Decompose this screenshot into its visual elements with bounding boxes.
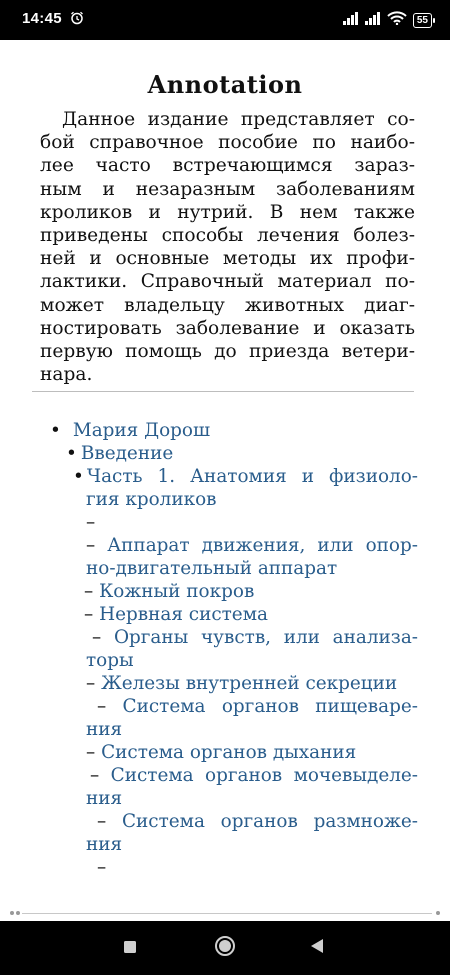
toc-item-senses[interactable] [92,627,418,650]
page-title: Annotation [147,70,303,99]
battery-indicator: 55 [413,13,432,28]
annotation-line: ным и незаразным заболеваниям [40,178,415,200]
reader-page[interactable] [0,40,450,910]
toc-item-digestive-cont[interactable] [86,719,122,742]
dash: – [84,604,94,625]
toc-link-text: Система органов мочевыделе- [110,765,418,786]
back-button[interactable] [287,921,347,975]
toc-link-text: Органы чувств, или анализа- [113,627,418,648]
toc-link[interactable] [90,765,418,788]
annotation-line: ней и основные методы их профи- [40,248,415,270]
dash: – [84,581,94,602]
dash: – [90,765,100,786]
toc-item-empty [86,512,95,535]
signal-icon [343,12,359,30]
annotation-line: лактики. Справочный материал по- [40,271,415,293]
progress-marker [16,911,20,915]
annotation-line: приведены способы лечения болез- [40,225,415,247]
annotation-line: бой справочное пособие по наибо- [40,132,415,154]
toc-link[interactable] [86,535,418,558]
annotation-text [40,108,415,386]
toc-link[interactable] [97,811,418,834]
toc-link[interactable] [92,627,418,650]
bullet: • [73,466,84,487]
bullet: • [50,420,61,441]
toc-item-endocrine[interactable] [86,673,397,696]
toc-item-intro[interactable] [66,443,173,466]
toc-item-part1-cont[interactable] [86,489,217,512]
toc-item-empty [97,857,106,880]
triangle-back-icon [309,938,325,958]
dash: – [97,811,107,832]
progress-track [22,913,432,914]
annotation-line: может владельцу животных диаг- [40,294,415,316]
dash: – [92,627,102,648]
signal-icon [365,12,381,30]
toc-item-senses-cont[interactable] [86,650,134,673]
toc-item-author[interactable] [50,420,210,443]
toc-item-reproductive[interactable] [97,811,418,834]
toc-link-text: Часть 1. Анатомия и физиоло- [86,466,418,487]
annotation-line: ностировать заболевание и оказать [40,317,415,339]
toc-link[interactable]: гия кроликов [86,489,217,510]
square-icon [123,939,137,958]
toc-link-text: Система органов размноже- [121,811,418,832]
dash: – [86,512,96,533]
toc-item-nervous[interactable] [84,604,268,627]
toc-item-urinary-cont[interactable] [86,788,122,811]
divider [32,391,414,392]
toc-link[interactable]: Система органов дыхания [101,742,357,763]
toc-item-skin[interactable] [84,581,254,604]
toc-link[interactable]: но-двигательный аппарат [86,558,338,579]
toc-link[interactable]: Железы внутренней секреции [101,673,398,694]
dash: – [97,857,107,878]
alarm-clock-icon [70,11,84,30]
navigation-bar [0,921,450,975]
toc-item-reproductive-cont[interactable] [86,834,122,857]
toc-link[interactable]: Нервная система [99,604,268,625]
status-bar [0,0,450,40]
toc-item-urinary[interactable] [90,765,418,788]
toc-link[interactable]: Кожный покров [99,581,255,602]
clock: 14:45 [22,10,62,27]
annotation-line: кроликов и нутрий. В нем также [40,201,415,223]
dash: – [86,673,96,694]
toc-link[interactable]: ния [86,788,123,809]
wifi-icon [387,11,407,30]
circle-icon [214,935,236,961]
dash: – [97,696,107,717]
toc-link-text: Система органов пищеваре- [122,696,418,717]
toc-item-digestive[interactable] [97,696,418,719]
annotation-line: лее часто встречающимся зараз- [40,155,415,177]
recents-button[interactable] [100,921,160,975]
annotation-line: Данное издание представляет со- [62,109,415,130]
annotation-line: нара. [40,364,93,386]
dash: – [86,742,96,763]
toc-item-respiratory[interactable] [86,742,356,765]
toc-link[interactable]: торы [86,650,134,671]
toc-item-part1[interactable] [73,466,418,489]
toc-link-text: Аппарат движения, или опор- [107,535,418,556]
toc-link[interactable]: ния [86,834,123,855]
toc-link[interactable] [73,466,418,489]
toc-link[interactable]: ния [86,719,123,740]
bullet: • [66,443,77,464]
dash: – [86,535,96,556]
toc-item-motor[interactable] [86,535,418,558]
toc-link[interactable] [97,696,418,719]
annotation-line: первую помощь до приезда ветери- [40,341,415,363]
toc-link[interactable]: Мария Дорош [72,420,211,441]
home-button[interactable] [195,921,255,975]
status-icons [343,11,432,30]
progress-end-marker [436,911,440,915]
toc-link[interactable]: Введение [80,443,174,464]
toc-item-motor-cont[interactable] [86,558,337,581]
progress-marker [10,911,14,915]
reading-progress-bar[interactable] [10,911,440,915]
